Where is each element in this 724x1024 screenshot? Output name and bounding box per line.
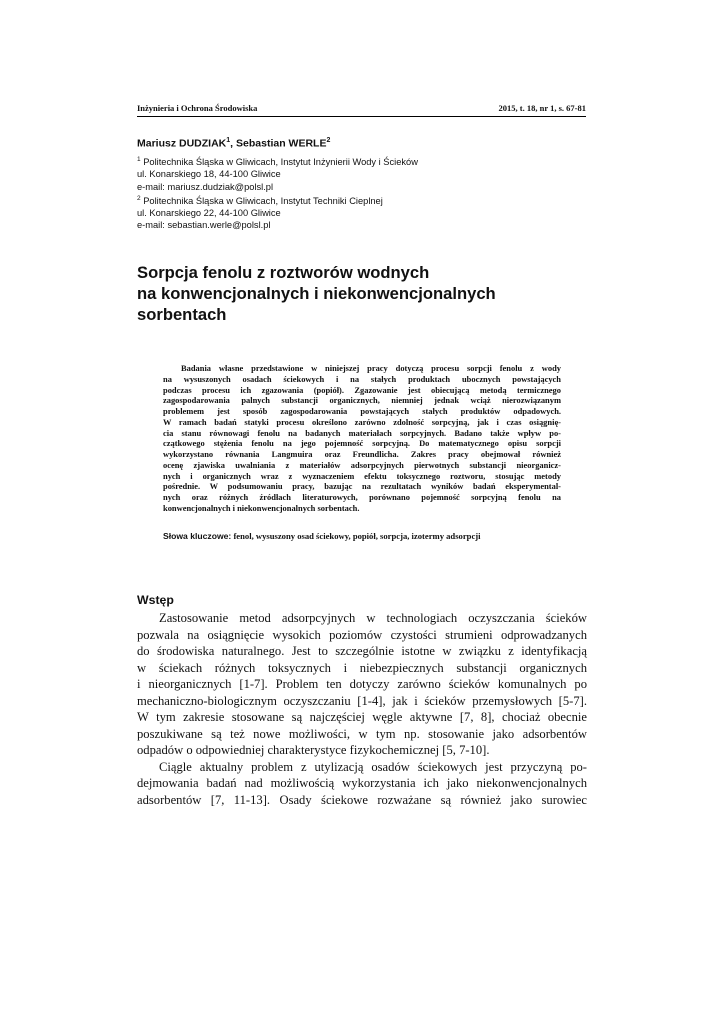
affiliations [137, 154, 597, 231]
affiliation-line: $^1$ Politechnika Śląska w Gliwicach, Instytut Inżynierii Wody i Ścieków [137, 156, 418, 168]
citation-info: 2015, t. 18, nr 1, s. 67-81 [498, 103, 586, 113]
body-line: Zastosowanie metod adsorpcyjnych w technologiach oczyszczania ścieków [159, 611, 587, 625]
affiliation-marker: 1 [137, 156, 141, 163]
body-line: dejmowania badań nad możliwością wykorzystania ich jako niekonwencjonalnych [137, 776, 587, 790]
abstract-line: cia stanu równowagi fenolu na badanych materiałach sorpcyjnych. Badano także wpływ po- [163, 427, 561, 438]
body-line: Ciągle aktualny problem z utylizacją osadów ściekowych jest przyczyną po- [159, 759, 587, 774]
abstract-line: problemem jest sposób zagospodarowania powstających stałych produktów odpadowych. [163, 406, 561, 416]
body-text [137, 610, 587, 808]
abstract-line: pośrednie. W podsumowaniu pracy, bazując na rezultatach wyników badań eksperymental- [163, 481, 561, 492]
body-line: odpadów o odpowiedniej charakterystyce fizykochemicznej [5, 7-10]. [137, 743, 490, 757]
section-heading: Wstęp [137, 593, 174, 607]
abstract-line: ocenę zjawiska uwalniania z materiałów adsorpcyjnych pierwotnych substancji nieorganicz- [163, 459, 561, 470]
abstract-line: czątkowego stężenia fenolu na jego pojemność sorpcyjną. Do matematycznego opisu sorpcji [163, 438, 561, 449]
abstract-line: podczas procesu ich zgazowania (popiół). Zgazowanie jest obiecującą metodą termicznego [163, 384, 561, 395]
header-rule [137, 116, 586, 117]
title-line: Sorpcja fenolu z roztworów wodnych [137, 263, 430, 282]
body-line: pozwala na osiągnięcie wysokich poziomów czystości strumieni odprowadzanych [137, 627, 587, 642]
affiliation-marker: 2 [137, 194, 141, 202]
keywords-label: Słowa kluczowe: [163, 531, 232, 541]
affiliation-line: $^2$ Politechnika Śląska w Gliwicach, Instytut Techniki Cieplnej [137, 194, 383, 206]
affiliation-marker: 1 [226, 137, 231, 144]
keywords [163, 531, 481, 541]
body-line: adsorbentów [7, 11-13]. Osady ściekowe rozważane są również jako surowiec [137, 792, 587, 807]
abstract-line: nych oraz różnych źródłach literaturowych, porównano pojemność sorpcyjną fenolu na [163, 492, 561, 502]
email-line: e-mail: mariusz.dudziak@polsl.pl [137, 181, 274, 192]
running-header [137, 103, 586, 113]
affiliation-line: ul. Konarskiego 18, 44-100 Gliwice [137, 169, 281, 180]
body-line: W tym zakresie stosowane są najczęściej węgle aktywne [7, 8], chociaż obecnie [137, 710, 587, 724]
abstract [163, 363, 561, 514]
body-line: w ściekach różnych toksycznych i niebezpiecznych substancji organicznych [137, 660, 587, 675]
abstract-line: W ramach badań statyki procesu określono zarówno zdolność sorpcyjną, jak i czas osiągnię- [163, 416, 561, 427]
paper-title [137, 262, 496, 326]
author-name: Sebastian WERLE [236, 137, 327, 150]
abstract-line: wykorzystano równania Langmuira oraz Freundlicha. Zakres pracy obejmował również [163, 449, 561, 459]
body-line: mechaniczno-biologicznym oczyszczaniu [1-4], jak i ścieków przemysłowych [5-7]. [137, 693, 587, 708]
email-line: e-mail: sebastian.werle@polsl.pl [137, 220, 271, 231]
journal-name: Inżynieria i Ochrona Środowiska [137, 103, 258, 113]
abstract-line: zagospodarowania palnych substancji organicznych, niemniej jednak wciąż nierozwiązanym [163, 395, 561, 406]
keywords-text: fenol, wysuszony osad ściekowy, popiół, sorpcja, izotermy adsorpcji [231, 531, 481, 541]
body-line: poszukiwane są też nowe możliwości, w tym np. stosowanie jako adsorbentów [137, 726, 587, 741]
title-line: sorbentach [137, 305, 227, 325]
author-line [137, 137, 330, 150]
author-name: Mariusz DUDZIAK [137, 137, 227, 150]
title-line: na konwencjonalnych i niekonwencjonalnych [137, 284, 496, 304]
abstract-line: konwencjonalnych i niekonwencjonalnych sorbentach. [163, 502, 360, 513]
affiliation-line: ul. Konarskiego 22, 44-100 Gliwice [137, 208, 281, 218]
affiliation-marker: 2 [326, 137, 331, 144]
body-line: do środowiska naturalnego. Jest to szczególnie istotne w związku z identyfikacją [137, 644, 587, 658]
abstract-line: na wysuszonych osadach ściekowych i na stałych produktach ubocznych powstających [163, 373, 561, 384]
body-line: i nieorganicznych [1-7]. Problem ten dotyczy zarówno ścieków komunalnych po [137, 677, 587, 691]
abstract-line: nych i organicznych wraz z wyznaczeniem efektu toksycznego roztworu, stosując metody [163, 470, 561, 481]
author-separator: , [230, 137, 237, 150]
abstract-line: Badania własne przedstawione w niniejszej pracy dotyczą procesu sorpcji fenolu z wody [181, 363, 561, 373]
